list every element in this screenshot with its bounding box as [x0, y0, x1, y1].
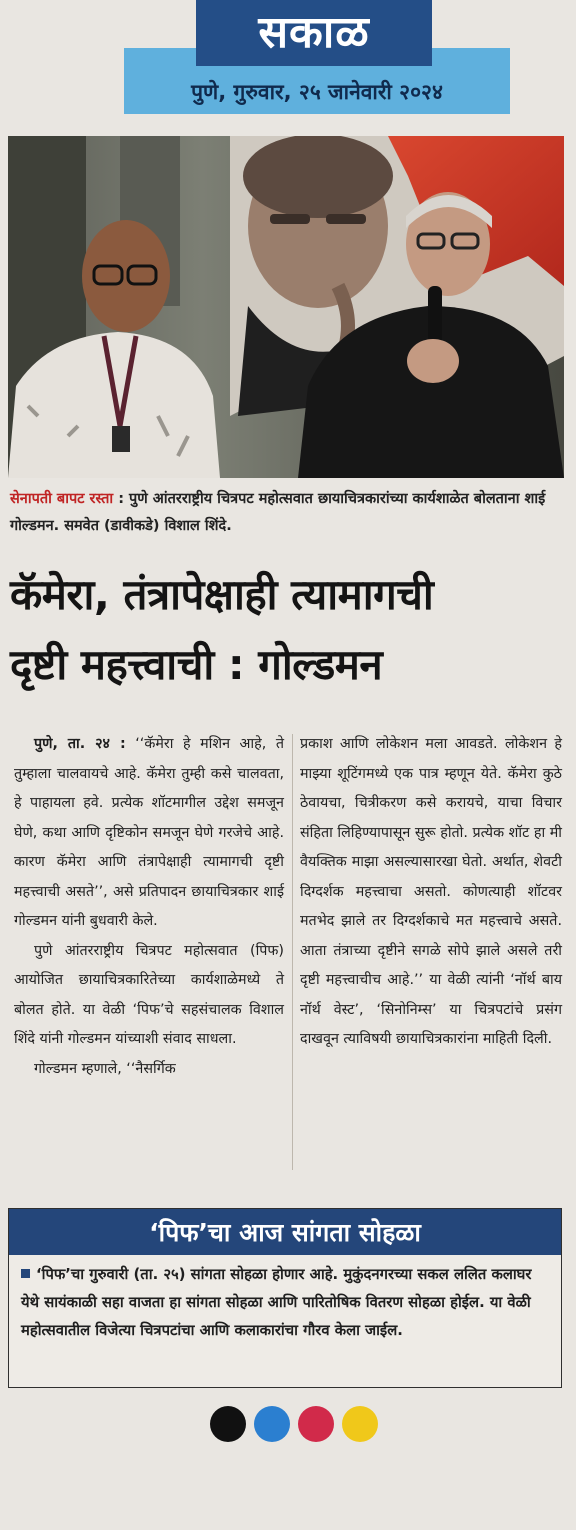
headline-line-1: कॅमेरा, तंत्रापेक्षाही त्यामागची: [10, 570, 434, 619]
masthead: [196, 0, 432, 66]
info-box-text: ‘पिफ’चा गुरुवारी (ता. २५) सांगता सोहळा होणार आहे. मुकुंदनगरच्या सकल ललित कलाघर येथे सायंकाळी सहा वाजता हा सांगता सोहळा आणि पारितोषिक वितरण सोहळा होईल. या वेळी महोत्सवातील विजेत्या चित्रपटांचा आणि कलाकारांचा गौरव केला जाईल.: [21, 1266, 532, 1339]
article-column-right: [300, 730, 562, 1055]
registration-dot-black: [210, 1406, 246, 1442]
bullet-square-icon: [21, 1269, 30, 1278]
info-box-title: ‘पिफ’चा आज सांगता सोहळा: [9, 1209, 561, 1255]
article-paragraph-1: [14, 730, 284, 937]
newspaper-logo: सकाळ: [258, 7, 370, 58]
photo-illustration: [8, 136, 564, 478]
registration-dot-red: [298, 1406, 334, 1442]
dateline-text: पुणे, गुरुवार, २५ जानेवारी २०२४: [191, 80, 443, 104]
article-paragraph-3: गोल्डमन म्हणाले, ‘‘नैसर्गिक: [34, 1060, 176, 1077]
article-photo: [8, 136, 564, 478]
registration-dot-blue: [254, 1406, 290, 1442]
info-box-body: [9, 1255, 561, 1345]
article-paragraph-4: प्रकाश आणि लोकेशन मला आवडते. लोकेशन हे माझ्या शूटिंगमध्ये एक पात्र म्हणून येते. कॅमेरा कुठे ठेवायचा, चित्रीकरण कसे करायचे, याचा विचार संहिता लिहिण्यापासून सुरू होतो. प्रत्येक शॉट हा मी वैयक्तिक माझा असल्यासारखा घेतो. अर्थात, शेवटी दिग्दर्शक महत्त्वाचा असतो. कोणत्याही शॉटवर मतभेद झाले तर दिग्दर्शकाचे मत महत्त्वाचे असते. आता तंत्राच्या दृष्टीने सगळे सोपे झाले असले तरी दृष्टी महत्त्वाचीच आहे.’’ या वेळी त्यांनी ‘नॉर्थ बाय नॉर्थ वेस्ट’, ‘सिनोनिम्स’ या चित्रपटांचे प्रसंग दाखवून त्याविषयी छायाचित्रकारांना माहिती दिली.: [300, 736, 562, 1047]
article-paragraph-1-text: ‘‘कॅमेरा हे मशिन आहे, ते तुम्हाला चालवायचे आहे. कॅमेरा तुम्ही कसे चालवता, हे पाहायला हवे. प्रत्येक शॉटमागील उद्देश समजून घेणे, कथा आणि दृष्टिकोन समजून घेणे गरजेचे आहे. कारण कॅमेरा आणि तंत्रापेक्षाही त्यामागची दृष्टी महत्त्वाची असते’’, असे प्रतिपादन छायाचित्रकार शाई गोल्डमन यांनी बुधवारी केले.: [14, 736, 284, 929]
caption-text: : पुणे आंतरराष्ट्रीय चित्रपट महोत्सवात छायाचित्रकारांच्या कार्यशाळेत बोलताना शाई गोल्डमन. समवेत (डावीकडे) विशाल शिंदे.: [10, 491, 546, 534]
article-dateline: पुणे, ता. २४ :: [34, 736, 126, 752]
column-divider: [292, 734, 293, 1170]
headline-line-2: दृष्टी महत्त्वाची : गोल्डमन: [10, 640, 383, 689]
photo-caption: [10, 486, 566, 540]
registration-marks: [210, 1406, 380, 1446]
headline: [10, 560, 570, 700]
info-box: [8, 1208, 562, 1388]
article-paragraph-2: पुणे आंतरराष्ट्रीय चित्रपट महोत्सवात (पिफ) आयोजित छायाचित्रकारितेच्या कार्यशाळेमध्ये ते बोलत होते. या वेळी ‘पिफ’चे सहसंचालक विशाल शिंदे यांनी गोल्डमन यांच्याशी संवाद साधला.: [14, 942, 284, 1047]
caption-place: सेनापती बापट रस्ता: [10, 491, 114, 507]
article-column-left: [14, 730, 284, 1084]
registration-dot-yellow: [342, 1406, 378, 1442]
